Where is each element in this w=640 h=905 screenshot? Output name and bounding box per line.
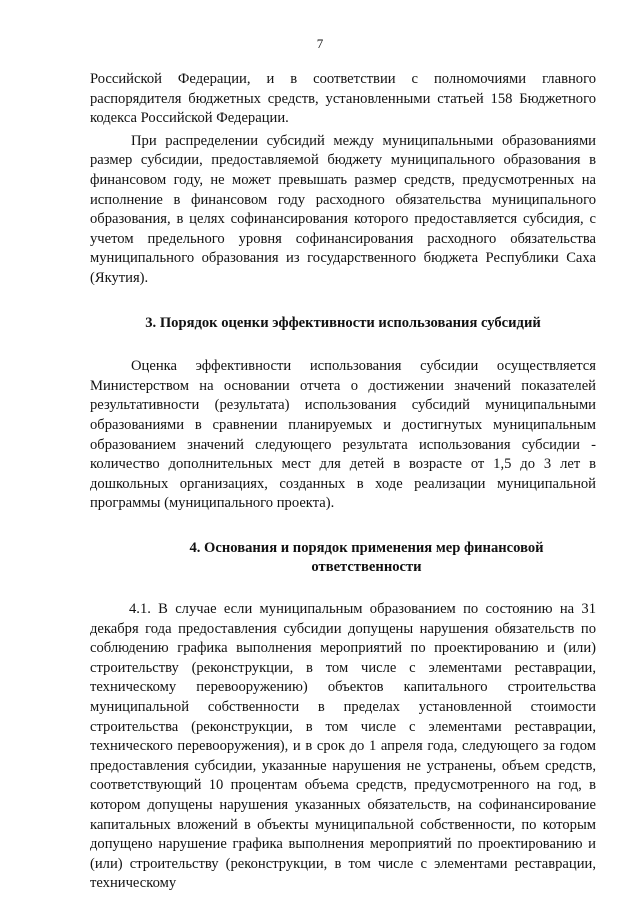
section-3-paragraph: Оценка эффективности использования субсидии осуществляется Министерством на основании отчета о достижении значений показателей результативности (результата) использования субсидий муниципальными образованиями в сравнении планируемых и достигнутых муниципальным образованием значений следующего результата использования субсидии - количество дополнительных мест для детей в возрасте от 1,5 до 3 лет в дошкольных организациях, созданных в ходе реализации муниципальной программы (муниципального проекта).: [90, 358, 596, 512]
section-4-paragraph-4-1: 4.1. В случае если муниципальным образованием по состоянию на 31 декабря года предоставления субсидии допущены нарушения обязательств по соблюдению графика выполнения мероприятий по проектированию и (или) строительству (реконструкции, в том числе с элементами реставрации, техническому перевооружению) объектов капитального строительства муниципальной собственности в пределах установленной стоимости строительства (реконструкции, в том числе с элементами реставрации, технического перевооружения), и в срок до 1 апреля года, следующего за годом предоставления субсидии, указанные нарушения не устранены, объем средств, соответствующий 10 процентам объема средств, предусмотренного на год, в котором допущены нарушения указанных обязательств, на софинансирование капитальных вложений в объекты муниципальной собственности, по которым допущено нарушение графика выполнения мероприятий по проектированию и (или) строительству (реконструкции, в том числе с элементами реставрации, техническому: [90, 601, 596, 892]
section-4-heading: 4. Основания и порядок применения мер финансовой ответственности: [189, 539, 544, 576]
paragraph-continuation: Российской Федерации, и в соответствии с полномочиями главного распорядителя бюджетных средств, установленными статьей 158 Бюджетного кодекса Российской Федерации.: [90, 71, 596, 127]
page-number: 7: [316, 36, 324, 51]
section-3-heading: 3. Порядок оценки эффективности использования субсидий: [145, 314, 541, 331]
document-body: [90, 70, 596, 894]
paragraph-subsidy-distribution: При распределении субсидий между муниципальными образованиями размер субсидии, предоставляемой бюджету муниципального образования в финансовом году, не может превышать размер средств, предусмотренных на исполнение в финансовом году расходного обязательства муниципального образования, в целях софинансирования которого предоставляется субсидия, с учетом предельного уровня софинансирования расходного обязательства муниципального образования из государственного бюджета Республики Саха (Якутия).: [90, 132, 596, 286]
